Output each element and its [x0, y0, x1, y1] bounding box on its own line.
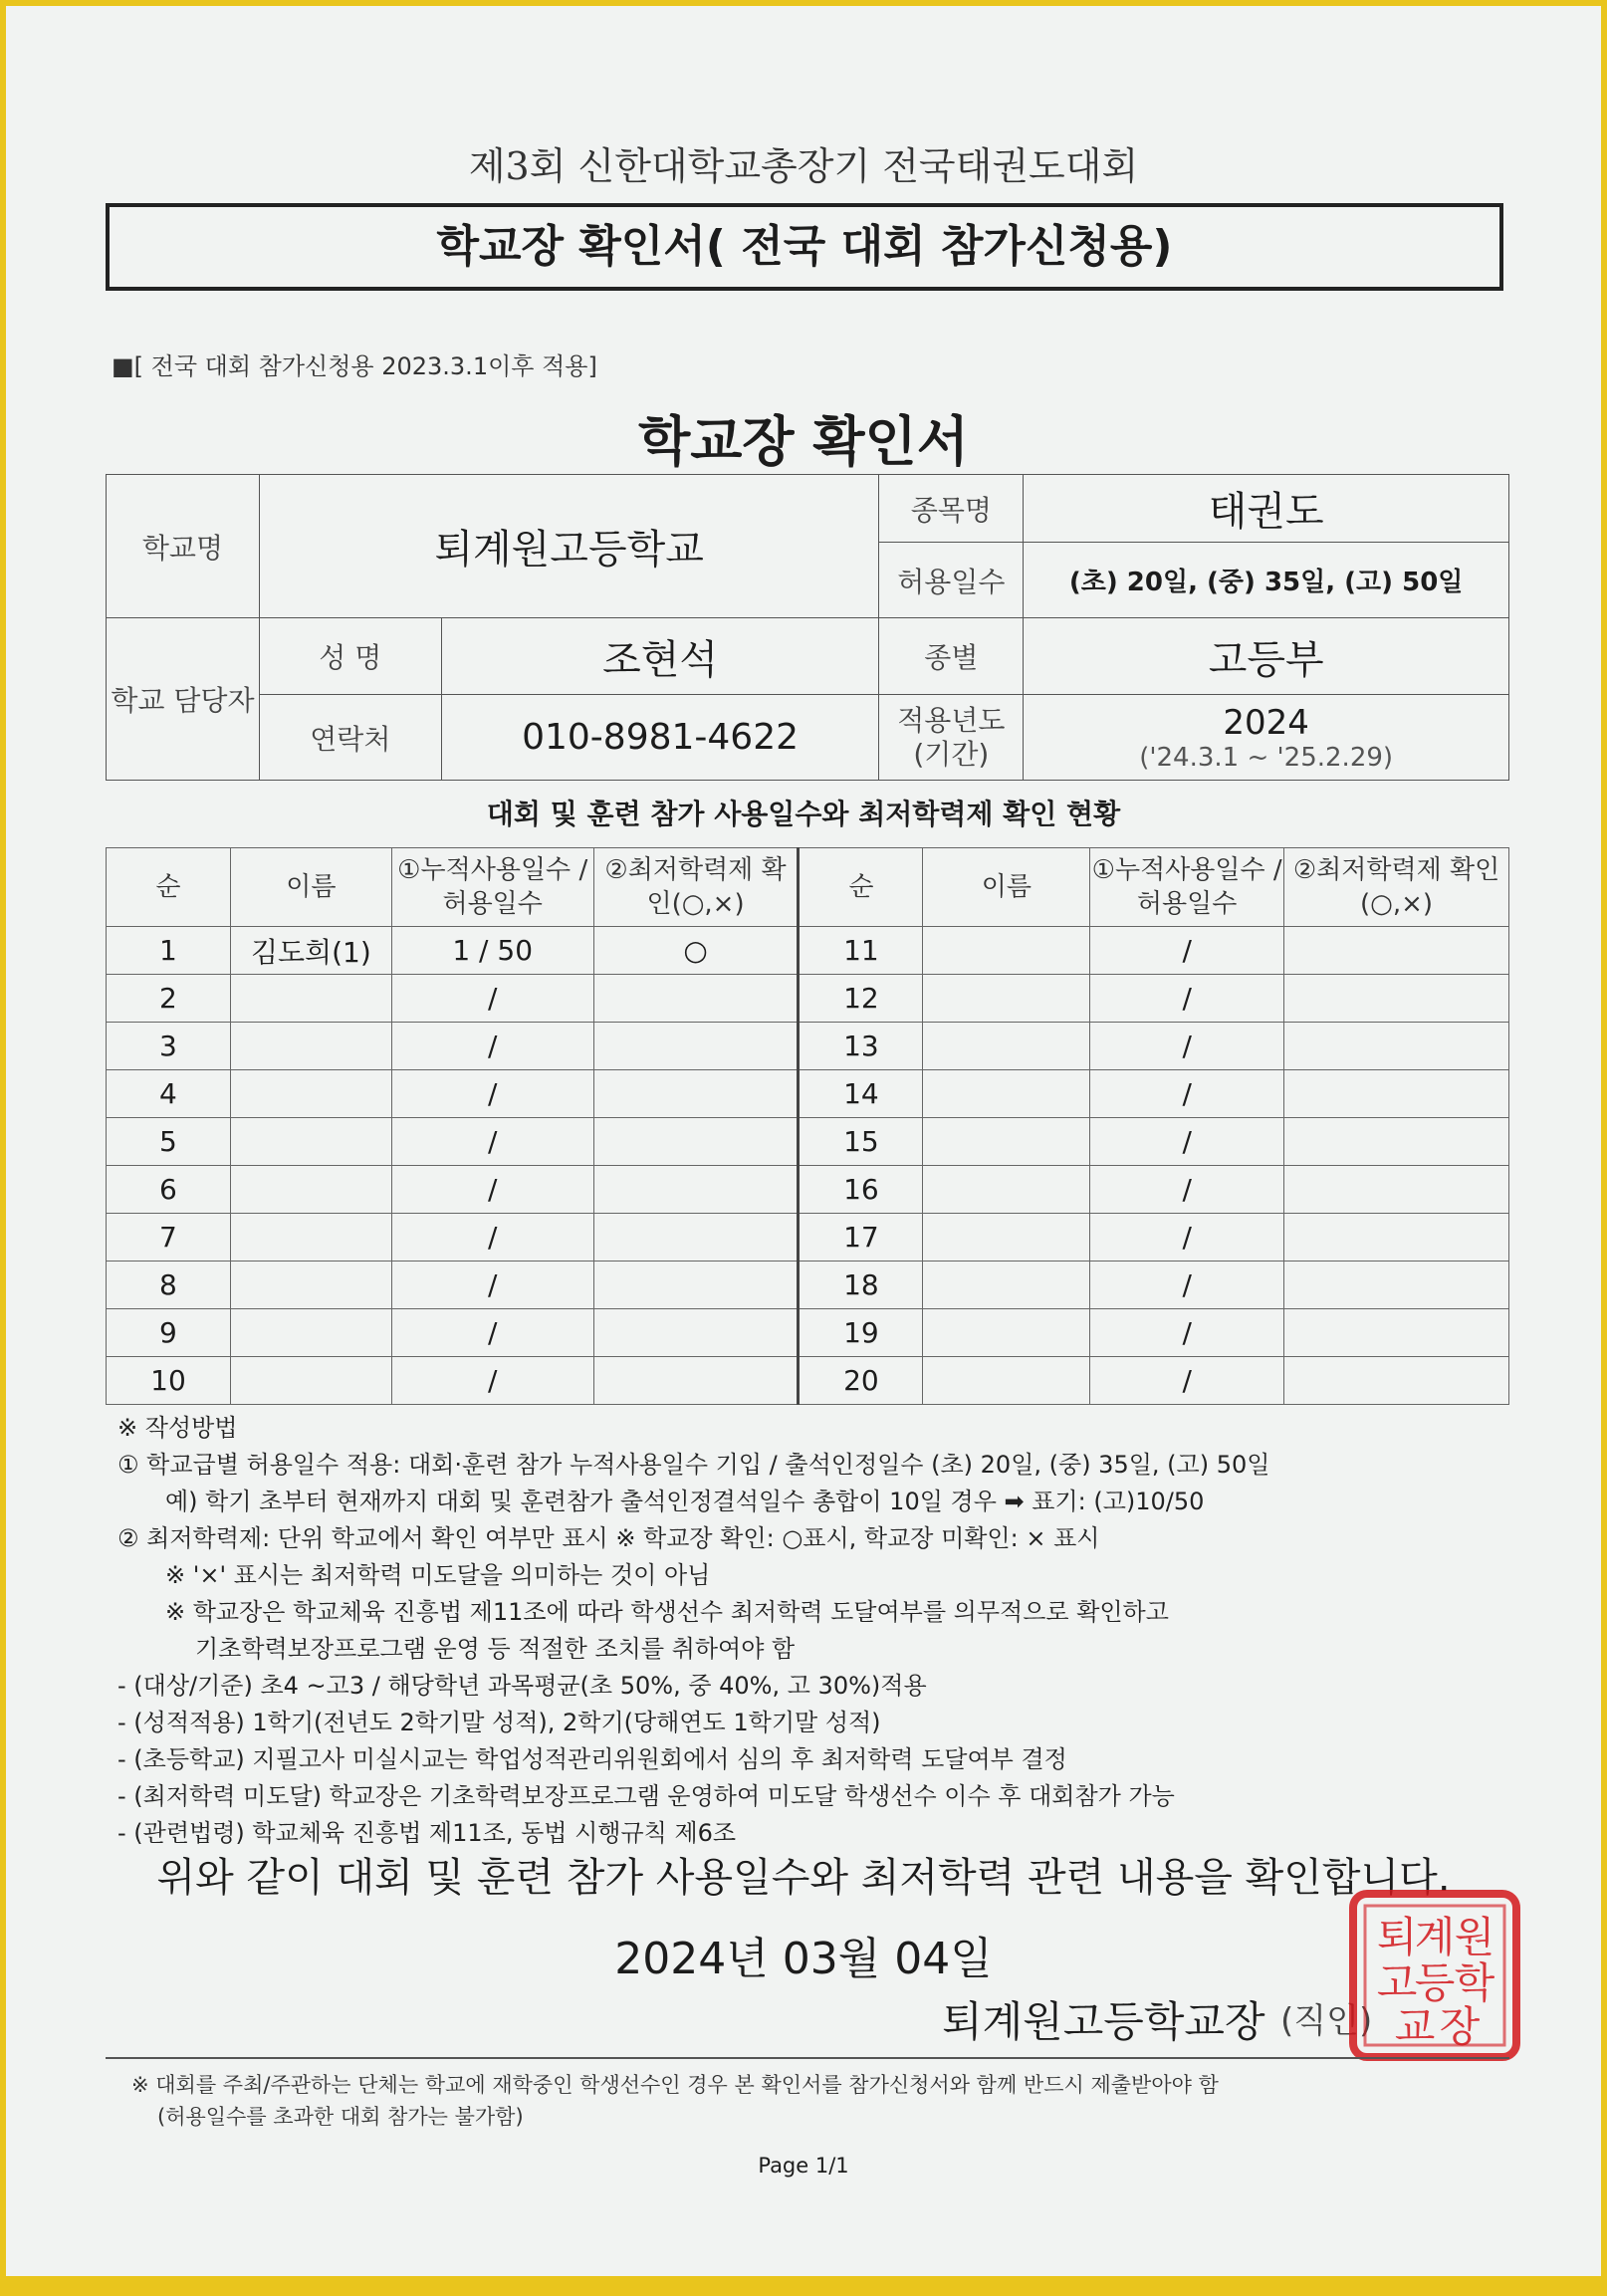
academic-check: [593, 1118, 799, 1166]
division-value: 고등부: [1024, 618, 1509, 695]
academic-check: [593, 975, 799, 1023]
days-used: /: [391, 1118, 593, 1166]
athlete-name: [923, 1262, 1090, 1309]
event-title: 제3회 신한대학교총장기 전국태권도대회: [468, 144, 1139, 188]
header-name: 이름: [923, 848, 1090, 927]
athlete-name: [923, 1166, 1090, 1214]
row-number: 14: [799, 1070, 923, 1118]
athlete-name: [923, 1214, 1090, 1262]
academic-check: [1284, 1214, 1509, 1262]
apply-note: ■[ 전국 대회 참가신청용 2023.3.1이후 적용]: [112, 352, 597, 380]
row-number: 7: [107, 1214, 231, 1262]
row-number: 8: [107, 1262, 231, 1309]
athlete-name: [230, 1070, 391, 1118]
detail-4: - (최저학력 미도달) 학교장은 기초학력보장프로그램 운영하여 미도달 학생선수 이수 후 대회참가 가능: [117, 1782, 1175, 1810]
table-row: [107, 1309, 1509, 1357]
footnote-line-1: ※ 대회를 주최/주관하는 단체는 학교에 재학중인 학생선수인 경우 본 확인서를 참가신청서와 함께 반드시 제출받아야 함: [131, 2073, 1219, 2097]
academic-check: [1284, 1357, 1509, 1405]
academic-check: [593, 1070, 799, 1118]
athlete-name: [230, 1118, 391, 1166]
days-used: /: [1090, 1023, 1284, 1070]
note-2-c: 기초학력보장프로그램 운영 등 적절한 조치를 취하여야 함: [195, 1635, 796, 1663]
athlete-name: [923, 975, 1090, 1023]
table-row: [107, 975, 1509, 1023]
issue-date: 2024년 03월 04일: [614, 1934, 993, 1984]
academic-check: [593, 1309, 799, 1357]
school-label: 학교명: [107, 475, 260, 618]
table-row: [107, 1023, 1509, 1070]
days-used: /: [391, 1166, 593, 1214]
table-row: [107, 1262, 1509, 1309]
academic-check: [1284, 975, 1509, 1023]
allowed-days-value: (초) 20일, (중) 35일, (고) 50일: [1024, 543, 1509, 618]
athlete-name: [230, 1023, 391, 1070]
contact-value: 010-8981-4622: [441, 695, 879, 781]
days-used: /: [391, 1357, 593, 1405]
academic-check: [593, 1166, 799, 1214]
header-no: 순: [107, 848, 231, 927]
official-seal-stamp: [1345, 1886, 1524, 2065]
note-2: ② 최저학력제: 단위 학교에서 확인 여부만 표시 ※ 학교장 확인: ○표시, 학교장 미확인: × 표시: [117, 1524, 1100, 1552]
days-used: /: [1090, 1166, 1284, 1214]
svg-text:학: 학: [1454, 1958, 1495, 2007]
athlete-name: [230, 1214, 391, 1262]
athlete-name: [923, 1357, 1090, 1405]
row-number: 18: [799, 1262, 923, 1309]
athlete-name: [923, 1023, 1090, 1070]
row-number: 5: [107, 1118, 231, 1166]
days-used: /: [1090, 1357, 1284, 1405]
academic-check: [593, 1214, 799, 1262]
seal-mark-label: (직인): [1280, 2001, 1373, 2041]
summary-title: 대회 및 훈련 참가 사용일수와 최저학력제 확인 현황: [486, 798, 1121, 830]
period-label: 적용년도 (기간): [879, 695, 1024, 781]
days-used: /: [391, 1070, 593, 1118]
detail-5: - (관련법령) 학교체육 진흥법 제11조, 동법 시행규칙 제6조: [117, 1819, 737, 1847]
table-row: [107, 1070, 1509, 1118]
table-row: [107, 1214, 1509, 1262]
sport-label: 종목명: [879, 475, 1024, 543]
days-used: /: [391, 1309, 593, 1357]
days-used: /: [1090, 1309, 1284, 1357]
svg-text:장: 장: [1439, 2002, 1481, 2051]
athlete-name: [230, 1309, 391, 1357]
contact-label: 연락처: [259, 695, 441, 781]
document-page: [6, 6, 1601, 2276]
header-no: 순: [799, 848, 923, 927]
row-number: 3: [107, 1023, 231, 1070]
svg-text:계: 계: [1414, 1913, 1456, 1961]
table-row: [107, 1357, 1509, 1405]
academic-check: [1284, 1309, 1509, 1357]
sport-value: 태권도: [1024, 475, 1509, 543]
note-1-example: 예) 학기 초부터 현재까지 대회 및 훈련참가 출석인정결석일수 총합이 10일 경우 ➡ 표기: (고)10/50: [165, 1488, 1205, 1515]
row-number: 10: [107, 1357, 231, 1405]
svg-text:등: 등: [1414, 1958, 1456, 2007]
footnote-line-2: (허용일수를 초과한 대회 참가는 불가함): [157, 2105, 524, 2129]
days-used: /: [391, 975, 593, 1023]
confirmation-statement: 위와 같이 대회 및 훈련 참가 사용일수와 최저학력 관련 내용을 확인합니다.: [156, 1855, 1451, 1901]
academic-check: [593, 1357, 799, 1405]
table-row: [107, 1166, 1509, 1214]
header-academic: ②최저학력제 확인(○,×): [593, 848, 799, 927]
academic-check: [1284, 1262, 1509, 1309]
athlete-name: [230, 1262, 391, 1309]
principal-name: 퇴계원고등학교장: [942, 1997, 1265, 2046]
manager-name-label: 성 명: [259, 618, 441, 695]
athlete-name: [923, 1309, 1090, 1357]
year-cell: [1024, 695, 1509, 781]
academic-check: [1284, 1023, 1509, 1070]
form-title-box: 학교장 확인서( 전국 대회 참가신청용): [106, 203, 1503, 291]
notes-heading: ※ 작성방법: [117, 1414, 238, 1442]
academic-check: [593, 1023, 799, 1070]
academic-check: [593, 1262, 799, 1309]
footnote: [131, 2069, 1219, 2133]
note-1: ① 학교급별 허용일수 적용: 대회·훈련 참가 누적사용일수 기입 / 출석인정일수 (초) 20일, (중) 35일, (고) 50일: [117, 1451, 1270, 1479]
allowed-days-label: 허용일수: [879, 543, 1024, 618]
academic-check: [1284, 927, 1509, 975]
row-number: 4: [107, 1070, 231, 1118]
roster-body: [107, 927, 1509, 1405]
svg-text:퇴: 퇴: [1376, 1913, 1418, 1961]
row-number: 17: [799, 1214, 923, 1262]
svg-text:원: 원: [1454, 1913, 1495, 1961]
row-number: 11: [799, 927, 923, 975]
athlete-name: [923, 1070, 1090, 1118]
academic-check: [1284, 1166, 1509, 1214]
days-used: /: [391, 1214, 593, 1262]
academic-check: [1284, 1070, 1509, 1118]
detail-1: - (대상/기준) 초4 ~고3 / 해당학년 과목평균(초 50%, 중 40%, 고 30%)적용: [117, 1672, 927, 1700]
note-2-a: ※ '×' 표시는 최저학력 미도달을 의미하는 것이 아님: [165, 1561, 711, 1589]
table-row: [107, 927, 1509, 975]
row-number: 1: [107, 927, 231, 975]
athlete-name: [230, 975, 391, 1023]
academic-check: [1284, 1118, 1509, 1166]
header-days: ①누적사용일수 /허용일수: [1090, 848, 1284, 927]
days-used: /: [1090, 1214, 1284, 1262]
days-used: /: [1090, 1070, 1284, 1118]
row-number: 12: [799, 975, 923, 1023]
detail-3: - (초등학교) 지필고사 미실시교는 학업성적관리위원회에서 심의 후 최저학력 도달여부 결정: [117, 1745, 1067, 1773]
header-days: ①누적사용일수 /허용일수: [391, 848, 593, 927]
main-title: 학교장 확인서: [638, 410, 969, 473]
manager-name: 조현석: [441, 618, 879, 695]
athlete-name: [923, 1118, 1090, 1166]
row-number: 2: [107, 975, 231, 1023]
table-row: [107, 1118, 1509, 1166]
athlete-name: 김도희(1): [230, 927, 391, 975]
division-label: 종별: [879, 618, 1024, 695]
header-name: 이름: [230, 848, 391, 927]
note-2-b: ※ 학교장은 학교체육 진흥법 제11조에 따라 학생선수 최저학력 도달여부를 의무적으로 확인하고: [165, 1598, 1169, 1626]
days-used: /: [391, 1262, 593, 1309]
year-value: 2024: [1223, 702, 1309, 743]
info-table: [106, 474, 1509, 781]
detail-2: - (성적적용) 1학기(전년도 2학기말 성적), 2학기(당해연도 1학기말 성적): [117, 1709, 881, 1736]
header-academic: ②최저학력제 확인(○,×): [1284, 848, 1509, 927]
days-used: /: [1090, 927, 1284, 975]
row-number: 13: [799, 1023, 923, 1070]
days-used: /: [1090, 1118, 1284, 1166]
athlete-name: [230, 1166, 391, 1214]
roster-table: [106, 847, 1509, 1405]
school-name: 퇴계원고등학교: [259, 475, 879, 618]
svg-text:고: 고: [1376, 1958, 1418, 2007]
row-number: 19: [799, 1309, 923, 1357]
row-number: 20: [799, 1357, 923, 1405]
period-value: ('24.3.1 ~ '25.2.29): [1139, 742, 1394, 773]
athlete-name: [230, 1357, 391, 1405]
svg-text:교: 교: [1394, 2002, 1436, 2051]
row-number: 6: [107, 1166, 231, 1214]
page-number: Page 1/1: [758, 2154, 849, 2178]
footer-divider: [106, 2057, 1509, 2059]
days-used: /: [1090, 1262, 1284, 1309]
athlete-name: [923, 927, 1090, 975]
row-number: 16: [799, 1166, 923, 1214]
days-used: /: [1090, 975, 1284, 1023]
row-number: 9: [107, 1309, 231, 1357]
row-number: 15: [799, 1118, 923, 1166]
days-used: /: [391, 1023, 593, 1070]
days-used: 1 / 50: [391, 927, 593, 975]
notes-section: [117, 1410, 1511, 1852]
academic-check: ○: [593, 927, 799, 975]
manager-label: 학교 담당자: [107, 618, 260, 781]
